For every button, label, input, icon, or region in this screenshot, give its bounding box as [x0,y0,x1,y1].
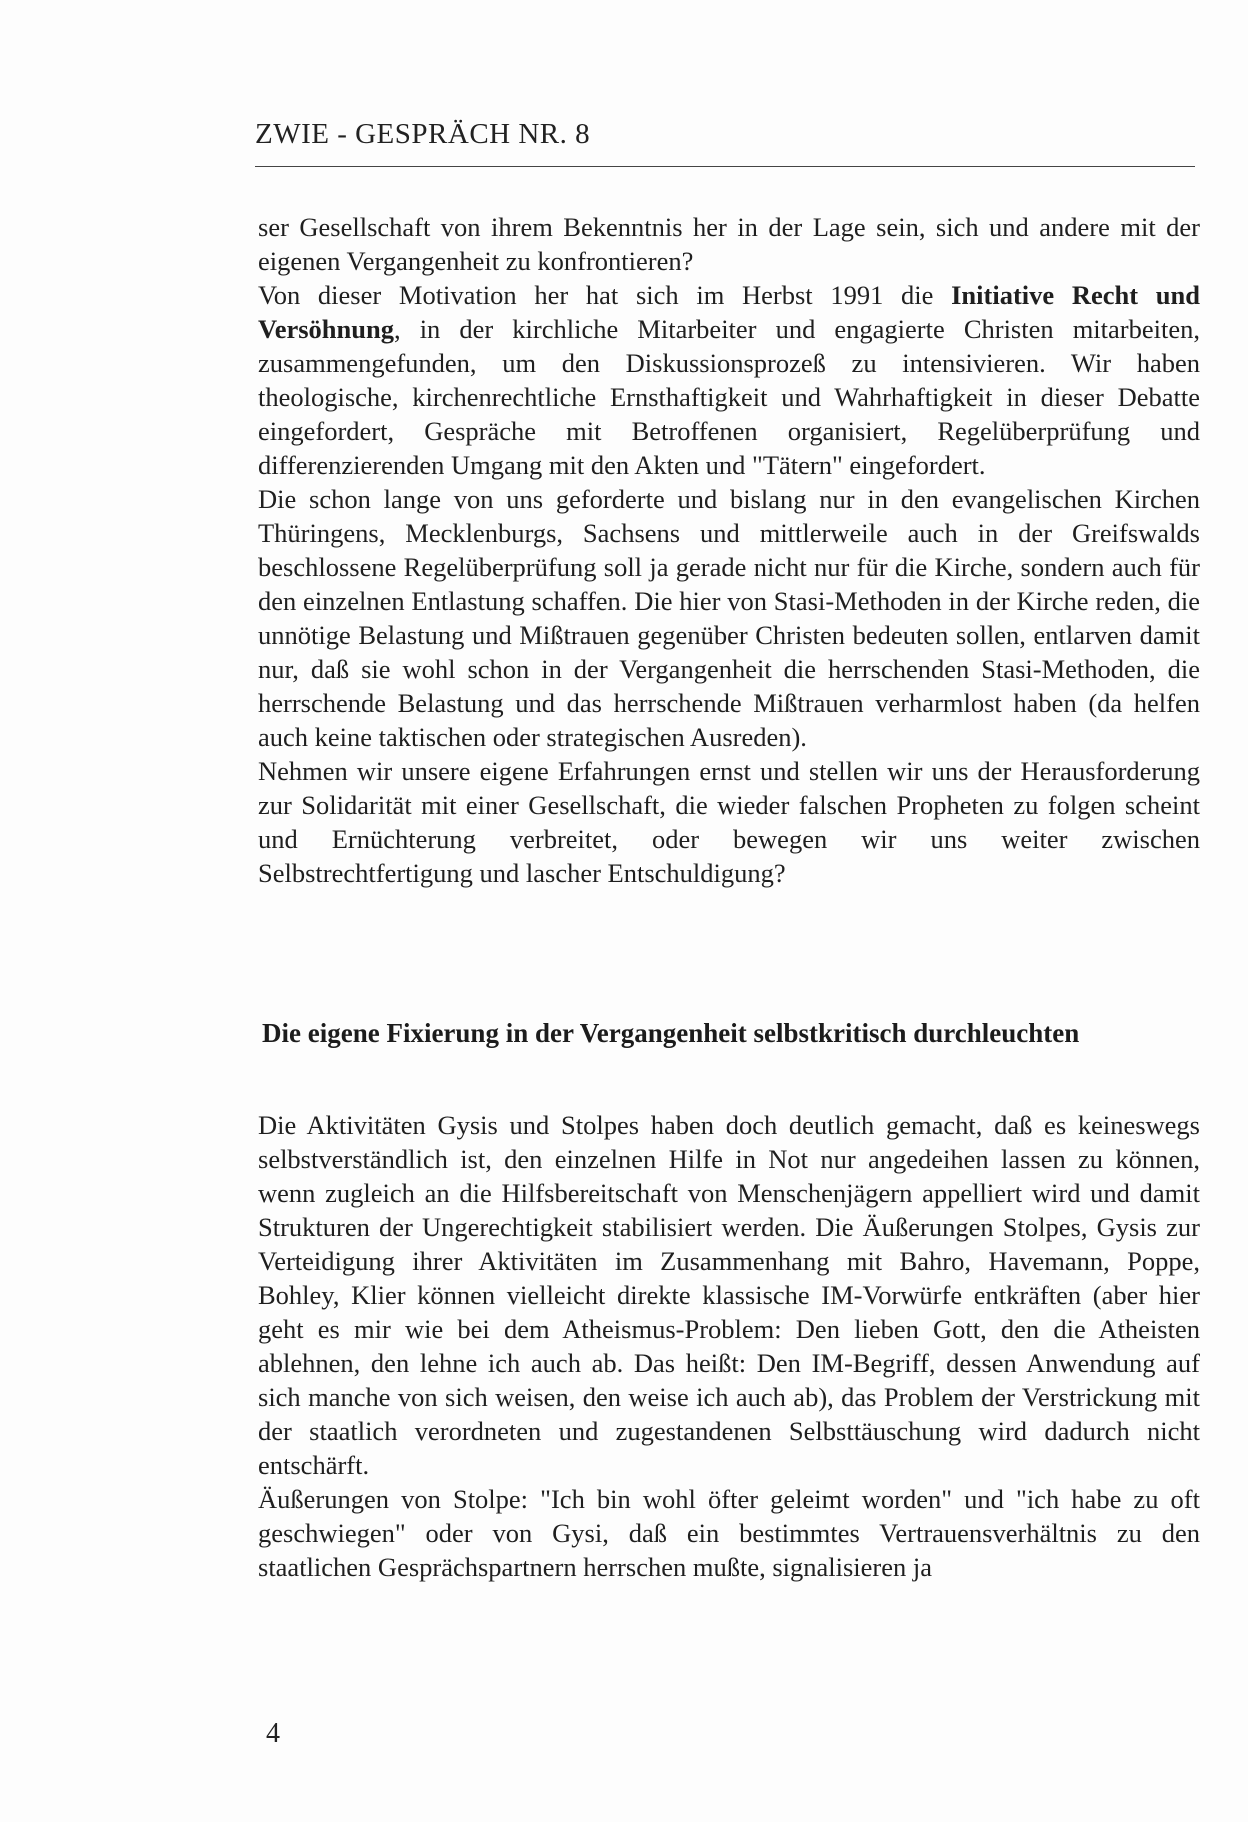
paragraph: Die Aktivitäten Gysis und Stolpes haben doch deutlich gemacht, daß es keineswegs selbstverständlich ist, den einzelnen Hilfe in Not nur angedeihen lassen zu können, wenn zugleich an die Hilfsbereitschaft von Menschenjägern appelliert wird und damit Strukturen der Ungerechtigkeit stabilisiert werden. Die Äußerungen Stolpes, Gysis zur Verteidigung ihrer Aktivitäten im Zusammenhang mit Bahro, Havemann, Poppe, Bohley, Klier können vielleicht direkte klassische IM-Vorwürfe entkräften (aber hier geht es mir wie bei dem Atheismus-Problem: Den lieben Gott, den die Atheisten ablehnen, den lehne ich auch ab. Das heißt: Den IM-Begriff, dessen Anwendung auf sich manche von sich weisen, den weise ich auch ab), das Problem der Verstrickung mit der staatlich verordneten und zugestandenen Selbsttäuschung wird dadurch nicht entschärft. [258,1110,1200,1480]
section-heading: Die eigene Fixierung in der Vergangenheit selbstkritisch durchleuchten [262,1018,1080,1048]
paragraph: Nehmen wir unsere eigene Erfahrungen ernst und stellen wir uns der Herausforderung zur Solidarität mit einer Gesellschaft, die wieder falschen Propheten zu folgen scheint und Ernüchterung verbreitet, oder bewegen wir uns weiter zwischen Selbstrechtfertigung und lascher Entschuldigung? [258,756,1200,888]
paragraph: ser Gesellschaft von ihrem Bekenntnis her in der Lage sein, sich und andere mit der eigenen Vergangenheit zu konfrontieren? [258,212,1200,276]
section-2-body [258,1108,1200,1584]
page-number: 4 [266,1718,280,1749]
paragraph: Die schon lange von uns geforderte und bislang nur in den evangelischen Kirchen Thüringens, Mecklenburgs, Sachsens und mittlerweile auch in der Greifswalds beschlossene Regelüberprüfung soll ja gerade nicht nur für die Kirche, sondern auch für den einzelnen Entlastung schaffen. Die hier von Stasi-Methoden in der Kirche reden, die unnötige Belastung und Mißtrauen gegenüber Christen bedeuten sollen, entlarven damit nur, daß sie wohl schon in der Vergangenheit die herrschenden Stasi-Methoden, die herrschende Belastung und das herrschende Mißtrauen verharmlost haben (da helfen auch keine taktischen oder strategischen Ausreden). [258,484,1200,752]
initiative-name: Initiative Recht und Versöhnung [258,280,1200,344]
paragraph: Äußerungen von Stolpe: "Ich bin wohl öfter geleimt worden" und "ich habe zu oft geschwiegen" oder von Gysi, daß ein bestimmtes Vertrauensverhältnis zu den staatlichen Gesprächspartnern herrschen mußte, signalisieren ja [258,1484,1200,1582]
section-1-body [258,210,1200,890]
running-header: ZWIE - GESPRÄCH NR. 8 [255,118,591,150]
header-rule [255,166,1195,167]
paragraph-text: , in der kirchliche Mitarbeiter und engagierte Christen mitarbeiten, zusammengefunden, um den Diskussionsprozeß zu intensivieren. Wir haben theologische, kirchenrechtliche Ernsthaftigkeit und Wahrhaftigkeit in dieser Debatte eingefordert, Gespräche mit Betroffenen organisiert, Regelüberprüfung und differenzierenden Umgang mit den Akten und "Tätern" eingefordert. [258,314,1200,480]
paragraph [258,278,1200,482]
paragraph-text: Von dieser Motivation her hat sich im Herbst 1991 die [258,280,952,310]
